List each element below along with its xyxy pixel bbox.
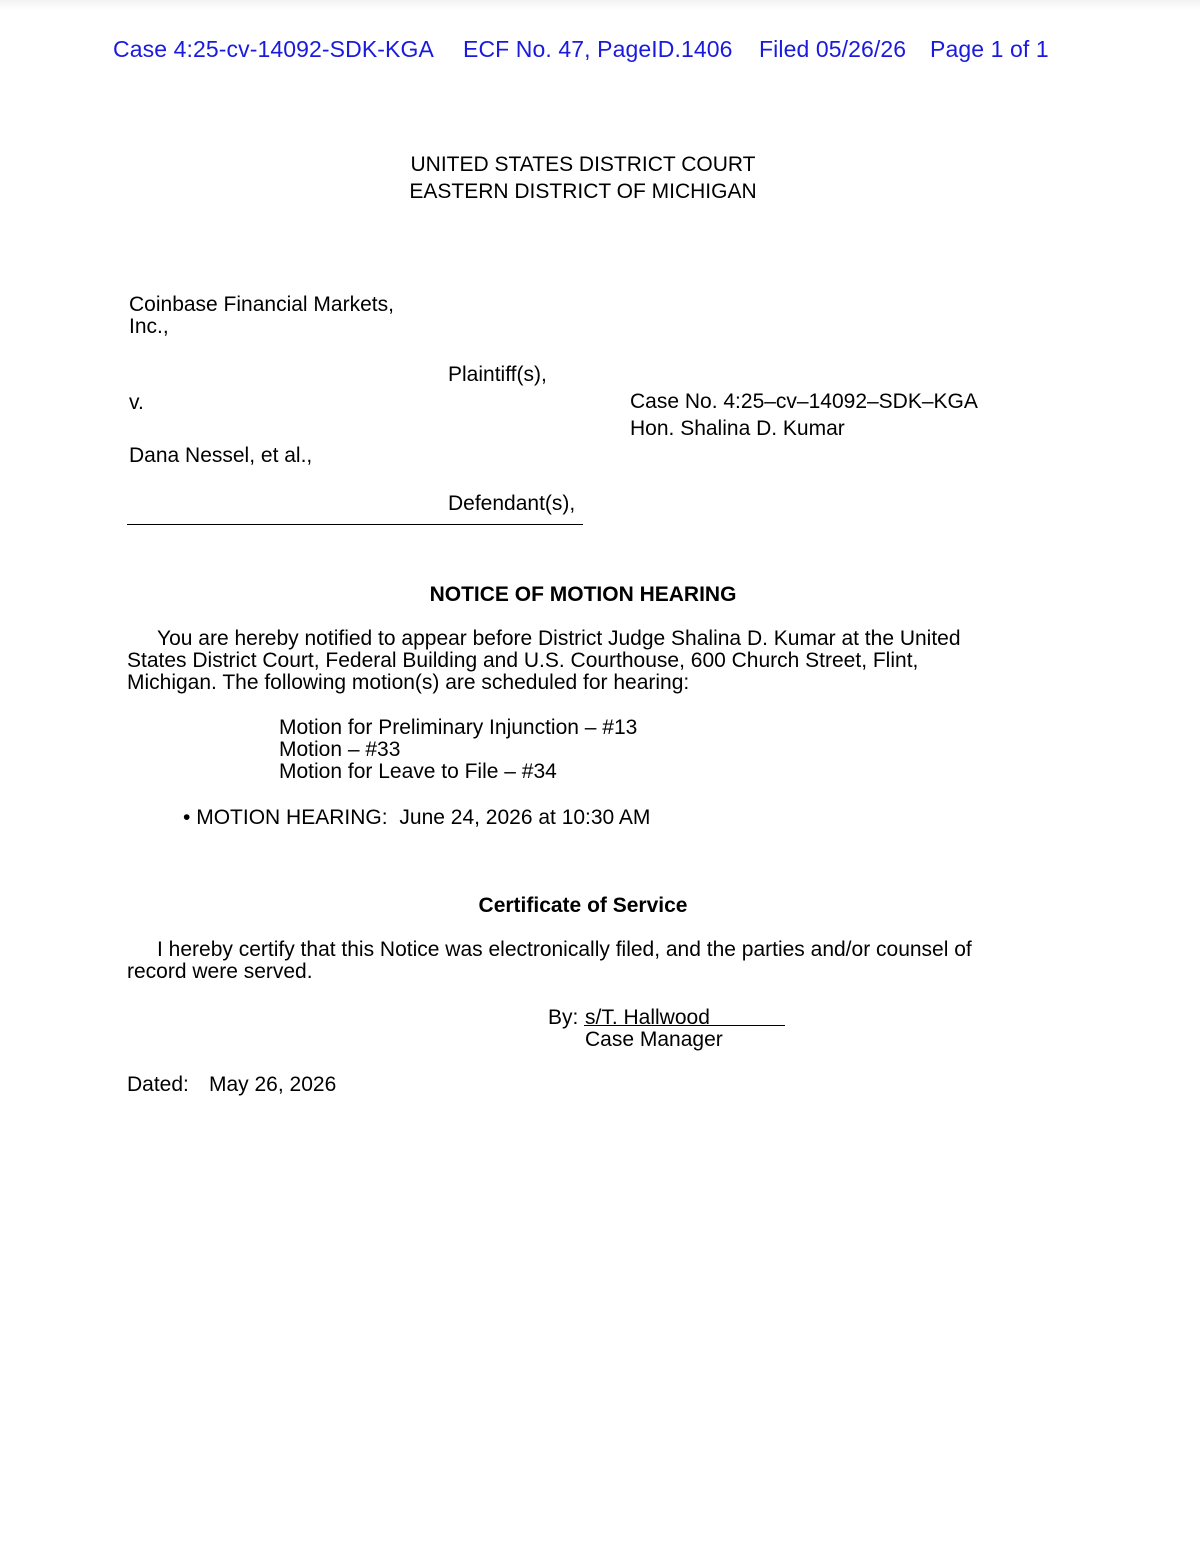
signature: s/T. Hallwood: [585, 1006, 710, 1029]
plaintiff-name-line1: Coinbase Financial Markets,: [129, 293, 394, 316]
motion-item: Motion for Preliminary Injunction – #13: [279, 716, 638, 739]
certificate-paragraph: [127, 939, 972, 983]
motion-item: Motion – #33: [279, 738, 401, 761]
dated-value: May 26, 2026: [209, 1073, 337, 1096]
judge-name: Hon. Shalina D. Kumar: [630, 417, 845, 440]
case-number: Case No. 4:25–cv–14092–SDK–KGA: [630, 390, 978, 413]
notice-title: NOTICE OF MOTION HEARING: [429, 583, 737, 606]
signer-role: Case Manager: [585, 1028, 723, 1051]
stamp-filed-date: Filed 05/26/26: [759, 36, 907, 62]
motion-list: [279, 717, 637, 783]
certificate-title: Certificate of Service: [478, 894, 688, 917]
plaintiff-role: Plaintiff(s),: [448, 363, 547, 386]
versus-label: v.: [129, 391, 144, 414]
stamp-ecf-number: ECF No. 47, PageID.1406: [463, 36, 733, 62]
notice-paragraph: [127, 628, 961, 694]
certificate-line2: record were served.: [127, 960, 313, 983]
page-top-shadow: [0, 0, 1200, 10]
plaintiff-name: [129, 294, 394, 338]
court-heading: [383, 151, 783, 205]
hearing-line: [183, 807, 650, 829]
notice-paragraph-line3: Michigan. The following motion(s) are scheduled for hearing:: [127, 671, 690, 694]
notice-paragraph-line1: You are hereby notified to appear before District Judge Shalina D. Kumar at the United: [157, 627, 961, 650]
defendant-name: Dana Nessel, et al.,: [129, 444, 313, 467]
stamp-page-count: Page 1 of 1: [930, 36, 1049, 62]
plaintiff-name-line2: Inc.,: [129, 315, 169, 338]
certificate-line1: I hereby certify that this Notice was electronically filed, and the parties and/or counsel of: [157, 938, 972, 961]
signature-line: [584, 1025, 785, 1026]
court-district: EASTERN DISTRICT OF MICHIGAN: [409, 180, 757, 203]
caption-divider: [127, 524, 583, 525]
notice-paragraph-line2: States District Court, Federal Building and U.S. Courthouse, 600 Church Street, Flint,: [127, 649, 919, 672]
hearing-label: MOTION HEARING:: [196, 806, 388, 829]
dated-label: Dated:: [127, 1073, 189, 1096]
stamp-case-number: Case 4:25-cv-14092-SDK-KGA: [113, 36, 434, 62]
court-name: UNITED STATES DISTRICT COURT: [410, 153, 756, 176]
by-label: By:: [548, 1006, 579, 1029]
bullet-icon: •: [183, 806, 191, 829]
hearing-datetime: June 24, 2026 at 10:30 AM: [399, 806, 651, 829]
motion-item: Motion for Leave to File – #34: [279, 760, 557, 783]
defendant-role: Defendant(s),: [448, 492, 576, 515]
